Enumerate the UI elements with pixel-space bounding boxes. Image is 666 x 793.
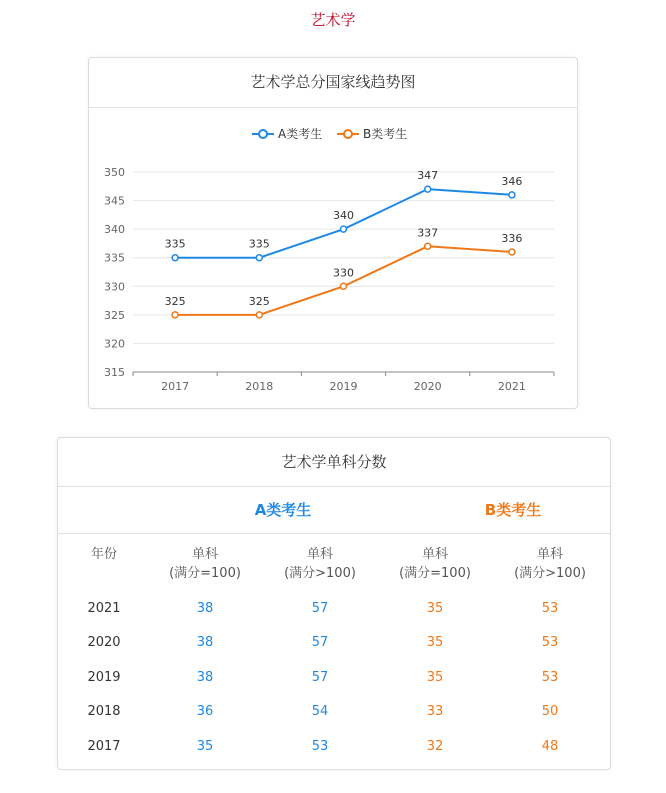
series-line-1 [175,246,512,315]
table-title: 艺术学单科分数 [58,438,610,487]
score-cell: 38 [196,601,214,616]
x-tick-label: 2019 [329,380,358,393]
data-label: 340 [333,209,354,223]
score-cell: 38 [196,635,214,650]
y-tick-label: 335 [104,251,125,265]
data-label: 335 [164,237,186,251]
year-cell: 2021 [87,601,121,616]
column-header: (满分>100) [514,566,586,581]
score-cell: 36 [196,704,214,719]
data-point [256,255,262,261]
score-cell: 53 [541,601,559,616]
score-cell: 48 [541,739,559,754]
score-cell: 33 [426,704,444,719]
data-label: 330 [333,266,354,280]
chart-card [88,57,578,409]
data-label: 325 [248,294,270,308]
column-header: 单科 [421,547,448,562]
year-cell: 2017 [87,739,121,754]
data-point [425,243,431,249]
score-cell: 53 [541,635,559,650]
data-label: 336 [501,232,523,245]
line-chart [89,108,577,406]
group-b-label: B类考生 [484,501,542,519]
score-cell: 35 [426,670,444,685]
y-tick-label: 340 [104,223,125,237]
score-cell: 35 [196,739,214,754]
column-header: (满分=100) [399,566,471,581]
chart-title: 艺术学总分国家线趋势图 [89,58,577,108]
column-header: (满分=100) [169,566,241,581]
column-header: 单科 [536,547,563,562]
score-table-card [57,437,611,770]
data-label: 325 [164,294,186,308]
data-point [509,192,515,198]
x-tick-label: 2018 [245,380,274,393]
y-tick-label: 330 [104,280,125,294]
score-cell: 54 [311,704,329,719]
score-cell: 57 [311,670,329,685]
column-header: 单科 [191,547,218,562]
score-cell: 57 [311,601,329,616]
score-cell: 53 [311,739,329,754]
x-tick-label: 2017 [161,380,190,393]
score-cell: 50 [541,704,559,719]
column-header: (满分>100) [284,566,356,581]
y-tick-label: 350 [104,166,125,179]
score-cell: 57 [311,635,329,650]
score-cell: 35 [426,635,444,650]
data-point [425,186,431,192]
y-tick-label: 325 [104,308,125,322]
page-title: 艺术学 [310,11,356,29]
year-cell: 2018 [87,704,121,719]
x-tick-label: 2020 [413,380,442,393]
series-line-0 [175,189,512,258]
legend-label-0: A类考生 [278,127,323,141]
column-header: 年份 [90,547,117,562]
y-tick-label: 315 [104,366,125,379]
score-cell: 35 [426,601,444,616]
data-label: 337 [417,226,439,240]
y-tick-label: 345 [104,194,125,208]
legend-marker-0 [259,130,267,138]
year-cell: 2020 [87,635,121,650]
data-label: 346 [501,174,523,188]
score-cell: 38 [196,670,214,685]
y-tick-label: 320 [104,337,125,351]
data-point [509,249,515,255]
legend-marker-1 [344,130,352,138]
group-header-row [58,487,610,534]
data-point [256,312,262,318]
year-cell: 2019 [87,670,121,685]
score-cell: 32 [426,739,444,754]
data-point [341,283,347,289]
x-tick-label: 2021 [497,380,526,393]
score-cell: 53 [541,670,559,685]
data-point [341,226,347,232]
data-point [172,255,178,261]
data-label: 335 [248,237,270,251]
column-header: 单科 [306,547,333,562]
group-a-label: A类考生 [254,501,312,519]
legend-label-1: B类考生 [363,127,408,141]
data-label: 347 [417,169,439,183]
data-point [172,312,178,318]
